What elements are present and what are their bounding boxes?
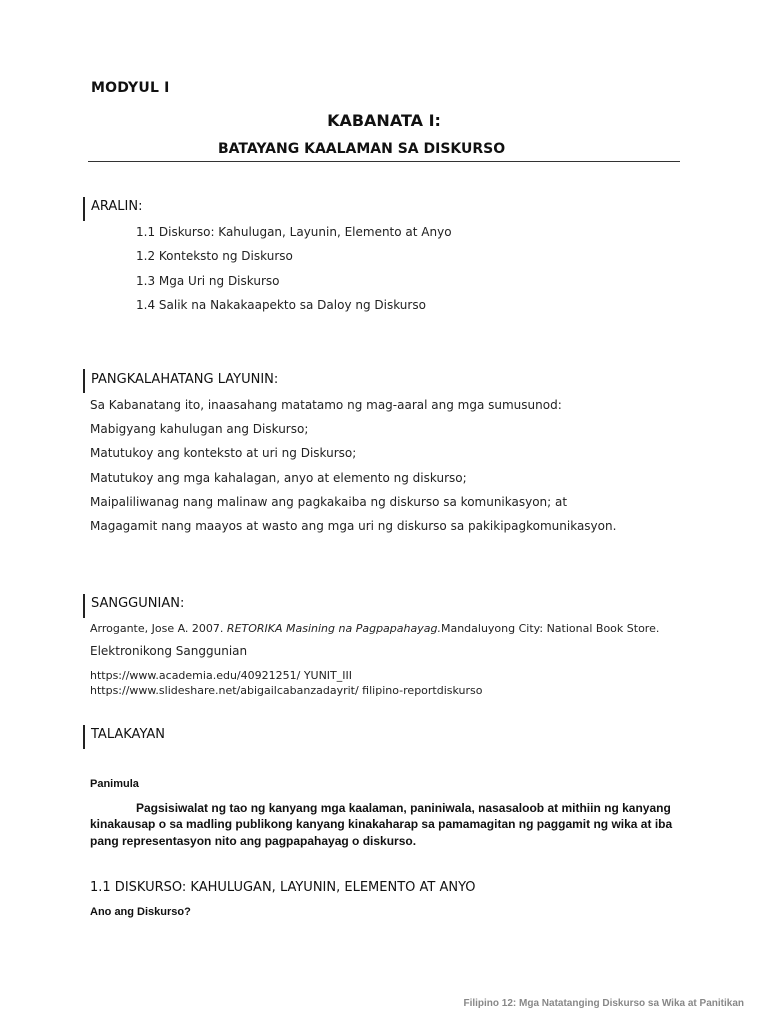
module-label: MODYUL I — [91, 80, 170, 96]
reference-url[interactable]: https://www.slideshare.net/abigailcabanzadayrit/ filipino-reportdiskurso — [90, 684, 483, 697]
layunin-line: Sa Kabanatang ito, inaasahang matatamo ng mag-aaral ang mga sumusunod: — [90, 398, 562, 412]
aralin-item: 1.3 Mga Uri ng Diskurso — [136, 274, 280, 288]
sanggunian-bar — [83, 594, 85, 618]
elektroniko-label: Elektronikong Sanggunian — [90, 644, 248, 658]
layunin-heading: PANGKALAHATANG LAYUNIN: — [91, 372, 279, 387]
sanggunian-heading: SANGGUNIAN: — [91, 596, 185, 611]
layunin-line: Matutukoy ang mga kahalagan, anyo at elemento ng diskurso; — [90, 471, 467, 485]
talakayan-bar — [83, 725, 85, 749]
layunin-line: Maipaliliwanag nang malinaw ang pagkakaiba ng diskurso sa komunikasyon; at — [90, 495, 568, 509]
aralin-item: 1.1 Diskurso: Kahulugan, Layunin, Elemento at Anyo — [136, 225, 452, 239]
page-footer: Filipino 12: Mga Natatanging Diskurso sa Wika at Panitikan — [463, 998, 744, 1009]
chapter-title-text: KABANATA I: — [327, 111, 441, 130]
aralin-bar — [83, 197, 85, 221]
reference-author: Arrogante, Jose A. 2007. — [90, 622, 227, 635]
chapter-subtitle: BATAYANG KAALAMAN SA DISKURSO — [218, 141, 506, 157]
lecture-line: pang representasyon nito ang pagpapahayag o diskurso. — [90, 834, 417, 848]
question-heading: Ano ang Diskurso? — [90, 906, 191, 918]
aralin-item: 1.2 Konteksto ng Diskurso — [136, 249, 293, 263]
reference-url[interactable]: https://www.academia.edu/40921251/ YUNIT_III — [90, 669, 353, 682]
panimula-heading: Panimula — [90, 778, 139, 790]
layunin-line: Magagamit nang maayos at wasto ang mga uri ng diskurso sa pakikipagkomunikasyon. — [90, 519, 617, 533]
layunin-line: Mabigyang kahulugan ang Diskurso; — [90, 422, 309, 436]
reference-publisher: Mandaluyong City: National Book Store. — [440, 622, 660, 635]
lecture-line: kinakausap o sa madling publikong kanyang kinakaharap sa pamamagitan ng paggamit ng wika at iba — [90, 817, 673, 831]
chapter-title — [0, 111, 768, 130]
reference-entry — [90, 622, 659, 635]
layunin-bar — [83, 369, 85, 393]
layunin-line: Matutukoy ang konteksto at uri ng Diskurso; — [90, 446, 357, 460]
lecture-line: Pagsisiwalat ng tao ng kanyang mga kaalaman, paniniwala, nasasaloob at mithiin ng kanyang — [136, 801, 671, 815]
talakayan-heading: TALAKAYAN — [91, 727, 165, 742]
aralin-item: 1.4 Salik na Nakakaapekto sa Daloy ng Diskurso — [136, 298, 426, 312]
title-divider — [88, 161, 680, 162]
aralin-heading: ARALIN: — [91, 199, 143, 214]
reference-title: RETORIKA Masining na Pagpapahayag. — [226, 622, 441, 635]
section-title: 1.1 DISKURSO: KAHULUGAN, LAYUNIN, ELEMENTO AT ANYO — [90, 880, 476, 895]
